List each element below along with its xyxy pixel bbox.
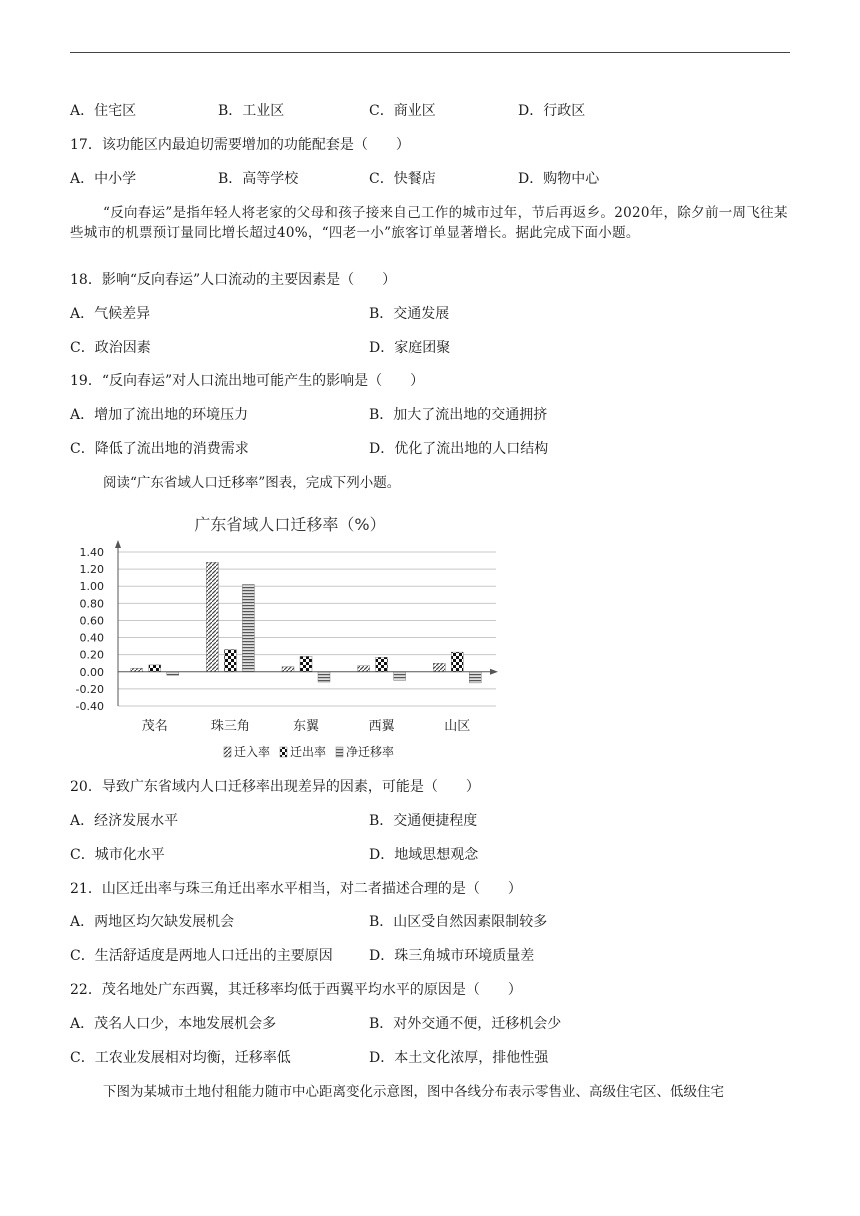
- legend-label: 迁入率: [234, 745, 271, 759]
- q22-stem: 22．茂名地处广东西翼，其迁移率均低于西翼平均水平的原因是（ ）: [70, 982, 522, 998]
- legend-label: 迁出率: [290, 745, 327, 759]
- q20-option-d[interactable]: D．地域思想观念: [369, 847, 479, 863]
- y-tick-label: -0.40: [75, 700, 104, 713]
- q21-option-a[interactable]: A．两地区均欠缺发展机会: [70, 914, 235, 930]
- y-tick-label: 1.40: [79, 546, 104, 559]
- y-tick-label: 0.60: [79, 614, 104, 628]
- in-rate-bar: [358, 666, 370, 672]
- in-rate-bar: [282, 667, 294, 672]
- y-tick-label: 0.20: [79, 648, 104, 662]
- in-rate-bar: [206, 562, 218, 672]
- q16-option-b[interactable]: B．工业区: [218, 103, 285, 119]
- out-rate-bar: [224, 650, 236, 672]
- net-rate-bar: [167, 672, 179, 675]
- q16-option-d[interactable]: D．行政区: [518, 103, 586, 119]
- q19-option-c[interactable]: C．降低了流出地的消费需求: [70, 441, 249, 457]
- q22-option-c[interactable]: C．工农业发展相对均衡，迁移率低: [70, 1050, 291, 1066]
- y-axis-arrow: [115, 540, 121, 548]
- q18-option-d[interactable]: D．家庭团聚: [369, 340, 451, 356]
- out-rate-bar: [451, 652, 463, 672]
- q21-stem: 21．山区迁出率与珠三角迁出率水平相当，对二者描述合理的是（ ）: [70, 881, 522, 897]
- q22-option-b[interactable]: B．对外交通不便，迁移机会少: [369, 1016, 562, 1032]
- net-rate-bar: [469, 672, 481, 683]
- q17-option-c[interactable]: C．快餐店: [369, 171, 436, 187]
- q18-stem: 18．影响“反向春运”人口流动的主要因素是（ ）: [70, 272, 397, 288]
- y-tick-label: 1.20: [79, 563, 104, 577]
- q17-option-b[interactable]: B．高等学校: [218, 171, 299, 187]
- q18-option-a[interactable]: A．气候差异: [70, 306, 151, 322]
- x-axis-arrow: [490, 669, 498, 675]
- net-rate-bar: [242, 585, 254, 672]
- net-rate-bar: [394, 672, 406, 681]
- x-category-label: 山区: [444, 719, 471, 734]
- passage-land-rent: 下图为某城市土地付租能力随市中心距离变化示意图，图中各线分布表示零售业、高级住宅区、低级住宅: [103, 1084, 724, 1100]
- x-category-label: 茂名: [141, 719, 168, 734]
- y-tick-label: 0.40: [79, 631, 104, 645]
- q20-option-c[interactable]: C．城市化水平: [70, 847, 165, 863]
- y-tick-label: 1.00: [79, 580, 104, 594]
- out-rate-bar: [376, 657, 388, 672]
- q19-stem: 19．“反向春运”对人口流出地可能产生的影响是（ ）: [70, 373, 425, 389]
- x-category-label: 珠三角: [210, 719, 250, 734]
- q20-stem: 20．导致广东省域内人口迁移率出现差异的因素，可能是（ ）: [70, 779, 480, 795]
- q19-option-d[interactable]: D．优化了流出地的人口结构: [369, 441, 549, 457]
- legend-swatch: [336, 747, 343, 757]
- q16-option-c[interactable]: C．商业区: [369, 103, 436, 119]
- q22-option-d[interactable]: D．本土文化浓厚，排他性强: [369, 1050, 549, 1066]
- q22-option-a[interactable]: A．茂名人口少，本地发展机会多: [70, 1016, 277, 1032]
- header-rule: [70, 52, 790, 53]
- q18-option-c[interactable]: C．政治因素: [70, 340, 151, 356]
- q17-option-d[interactable]: D．购物中心: [518, 171, 600, 187]
- x-category-label: 东翼: [292, 719, 320, 734]
- q21-option-d[interactable]: D．珠三角城市环境质量差: [369, 948, 535, 964]
- q16-option-a[interactable]: A．住宅区: [70, 103, 137, 119]
- y-tick-label: 0.80: [79, 597, 104, 611]
- y-tick-label: 0.00: [79, 665, 104, 679]
- out-rate-bar: [300, 656, 312, 671]
- x-category-label: 西翼: [368, 719, 395, 734]
- q20-option-b[interactable]: B．交通便捷程度: [369, 813, 478, 829]
- q19-option-a[interactable]: A．增加了流出地的环境压力: [70, 407, 249, 423]
- legend-swatch: [224, 747, 231, 757]
- in-rate-bar: [131, 668, 143, 671]
- q19-option-b[interactable]: B．加大了流出地的交通拥挤: [369, 407, 548, 423]
- legend-swatch: [280, 747, 287, 757]
- chart-title: 广东省域人口迁移率（%）: [194, 515, 386, 534]
- passage-reverse-spring-migration: “反向春运”是指年轻人将老家的父母和孩子接来自己工作的城市过年，节后再返乡。2020年，除夕前一周飞往某些城市的机票预订量同比增长超过40%，“四老一小”旅客订单显著增长。据此完成下面小题。: [70, 205, 788, 241]
- q17-stem: 17．该功能区内最迫切需要增加的功能配套是（ ）: [70, 137, 410, 153]
- y-tick-label: -0.20: [75, 682, 104, 696]
- legend-label: 净迁移率: [346, 745, 395, 759]
- q21-option-c[interactable]: C．生活舒适度是两地人口迁出的主要原因: [70, 948, 333, 964]
- q17-option-a[interactable]: A．中小学: [70, 171, 137, 187]
- migration-rate-chart: [60, 506, 510, 768]
- net-rate-bar: [318, 672, 330, 682]
- passage-chart-intro: 阅读“广东省域人口迁移率”图表，完成下列小题。: [103, 475, 401, 491]
- out-rate-bar: [149, 665, 161, 672]
- q18-option-b[interactable]: B．交通发展: [369, 306, 450, 322]
- q21-option-b[interactable]: B．山区受自然因素限制较多: [369, 914, 548, 930]
- q20-option-a[interactable]: A．经济发展水平: [70, 813, 179, 829]
- in-rate-bar: [433, 663, 445, 672]
